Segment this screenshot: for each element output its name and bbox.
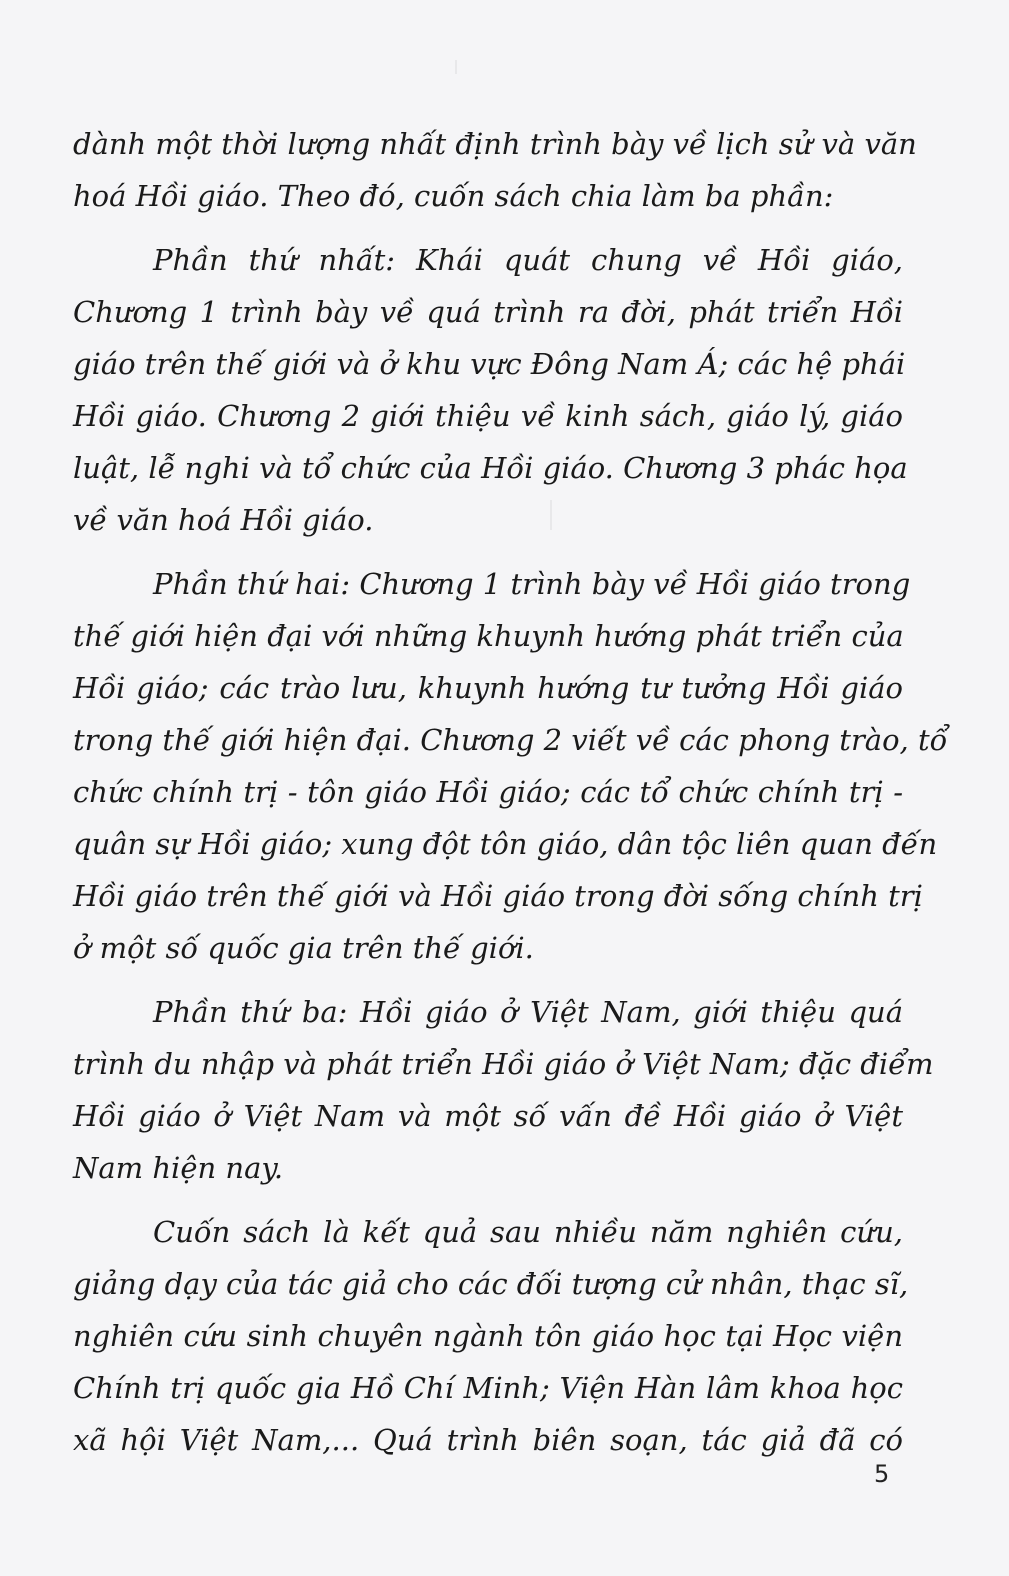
text-line: nghiên cứu sinh chuyên ngành tôn giáo học tại Học viện — [73, 1319, 903, 1353]
show-through-mark — [455, 60, 457, 74]
text-line: xã hội Việt Nam,... Quá trình biên soạn, tác giả đã có — [73, 1423, 903, 1457]
paragraph — [73, 1206, 909, 1466]
text-line: Hồi giáo ở Việt Nam và một số vấn đề Hồi giáo ở Việt — [73, 1099, 903, 1133]
text-line: dành một thời lượng nhất định trình bày về lịch sử và văn — [73, 127, 917, 161]
text-line: Hồi giáo trên thế giới và Hồi giáo trong đời sống chính trị — [73, 879, 923, 913]
paragraph — [73, 118, 917, 222]
paragraph — [73, 986, 934, 1194]
text-line: giáo trên thế giới và ở khu vực Đông Nam Á; các hệ phái — [73, 347, 906, 381]
paragraph — [73, 558, 948, 974]
text-line: Nam hiện nay. — [73, 1151, 284, 1185]
text-line: trong thế giới hiện đại. Chương 2 viết về các phong trào, tổ — [73, 723, 948, 757]
text-line: Phần thứ ba: Hồi giáo ở Việt Nam, giới thiệu quá — [153, 995, 903, 1029]
text-line: trình du nhập và phát triển Hồi giáo ở Việt Nam; đặc điểm — [73, 1047, 934, 1081]
text-line: Hồi giáo. Chương 2 giới thiệu về kinh sách, giáo lý, giáo — [73, 399, 903, 433]
text-line: Phần thứ nhất: Khái quát chung về Hồi giáo, — [153, 243, 903, 277]
text-line: Hồi giáo; các trào lưu, khuynh hướng tư tưởng Hồi giáo — [73, 671, 903, 705]
text-line: quân sự Hồi giáo; xung đột tôn giáo, dân tộc liên quan đến — [73, 827, 938, 861]
text-line: về văn hoá Hồi giáo. — [73, 503, 374, 537]
text-line: chức chính trị - tôn giáo Hồi giáo; các tổ chức chính trị - — [73, 775, 903, 809]
page-number: 5 — [874, 1460, 890, 1488]
text-line: luật, lễ nghi và tổ chức của Hồi giáo. Chương 3 phác họa — [73, 451, 908, 485]
paragraph — [73, 234, 908, 546]
text-line: Phần thứ hai: Chương 1 trình bày về Hồi giáo trong — [153, 567, 911, 601]
paragraph-gap — [73, 1194, 903, 1206]
text-line: giảng dạy của tác giả cho các đối tượng cử nhân, thạc sĩ, — [73, 1267, 909, 1301]
paragraph-gap — [73, 974, 903, 986]
text-line: thế giới hiện đại với những khuynh hướng phát triển của — [73, 619, 904, 653]
text-line: ở một số quốc gia trên thế giới. — [73, 931, 534, 965]
text-line: hoá Hồi giáo. Theo đó, cuốn sách chia làm ba phần: — [73, 179, 834, 213]
body-text — [73, 118, 948, 1466]
paragraph-gap — [73, 546, 903, 558]
text-line: Chính trị quốc gia Hồ Chí Minh; Viện Hàn lâm khoa học — [73, 1371, 903, 1405]
paragraph-gap — [73, 222, 903, 234]
text-line: Chương 1 trình bày về quá trình ra đời, phát triển Hồi — [73, 295, 903, 329]
text-line: Cuốn sách là kết quả sau nhiều năm nghiên cứu, — [153, 1215, 903, 1249]
